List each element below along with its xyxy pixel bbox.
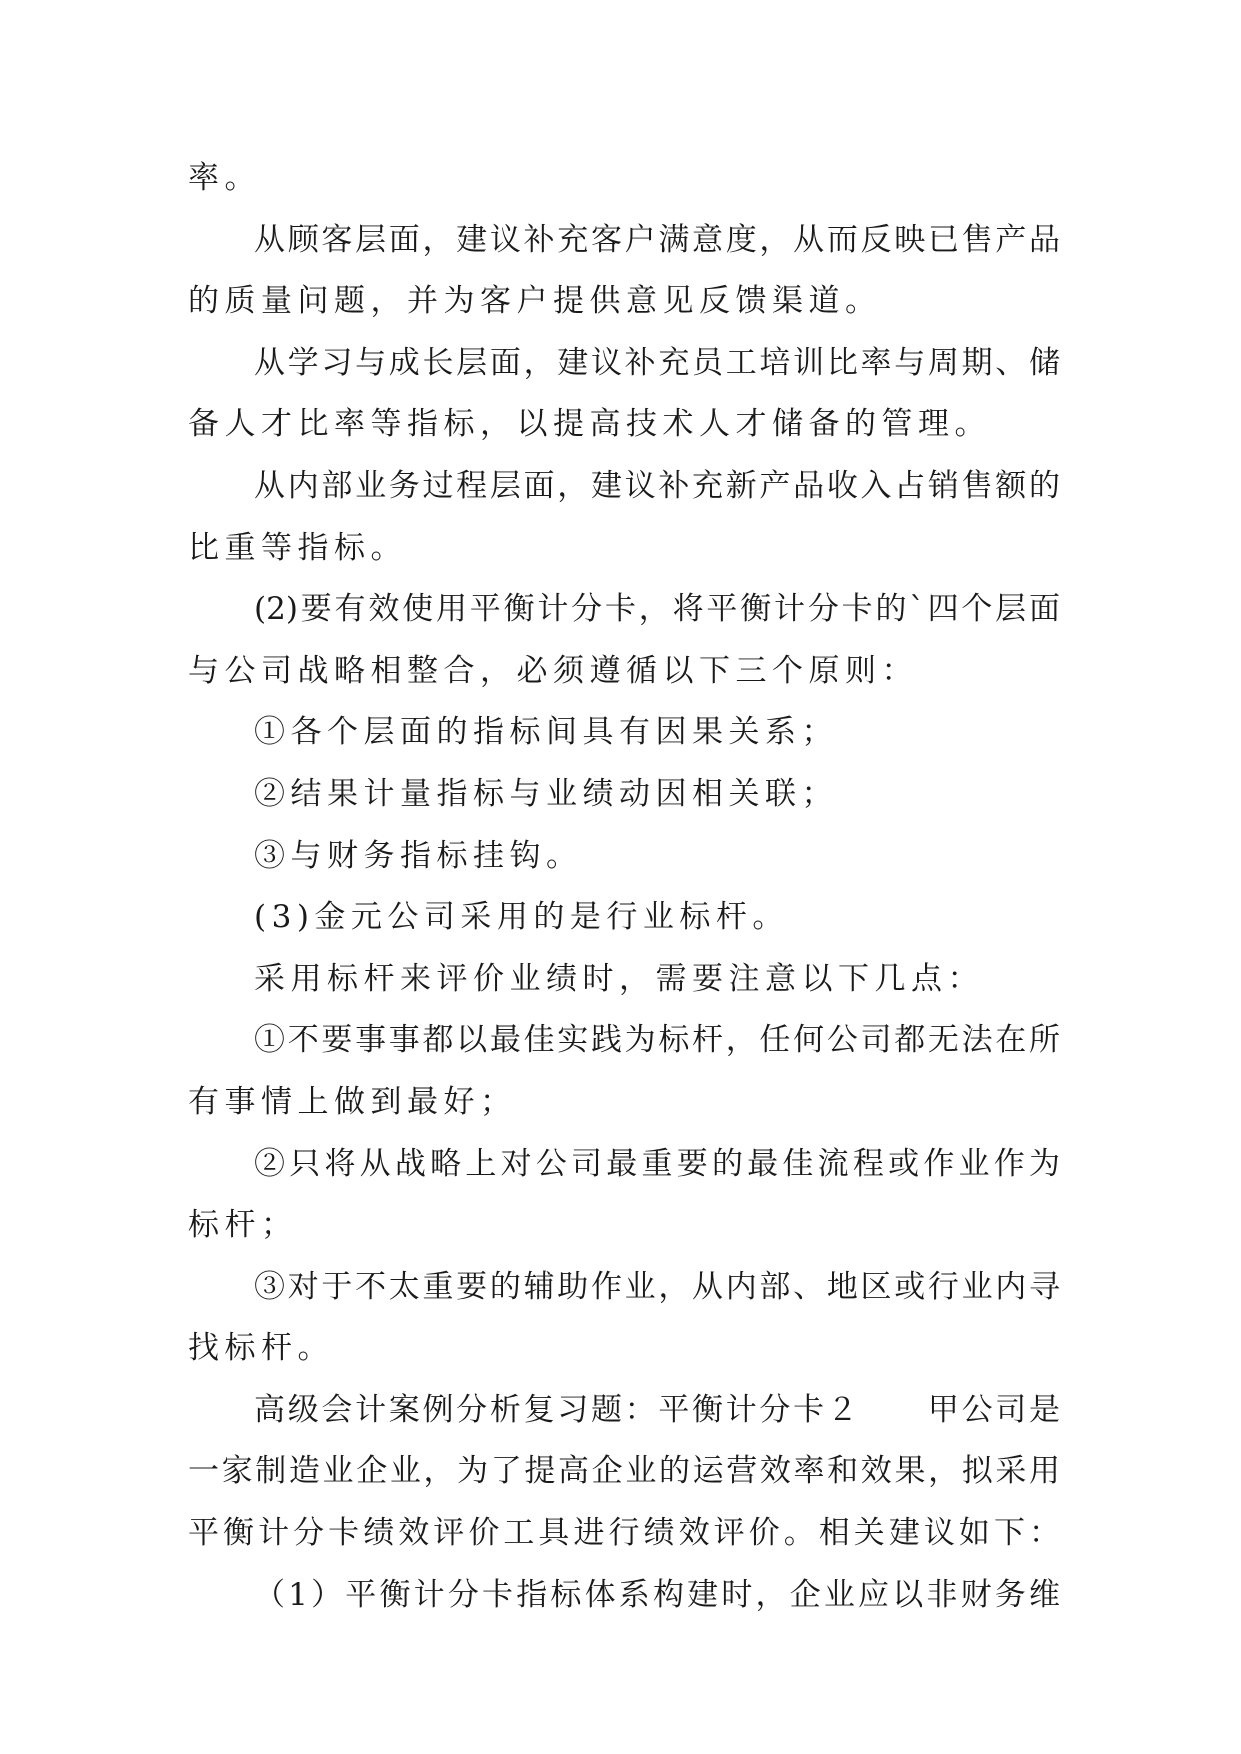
text-line: 的质量问题，并为客户提供意见反馈渠道。 [188, 283, 882, 320]
text-line: 与公司战略相整合，必须遵循以下三个原则： [188, 652, 918, 689]
text-line: 标杆； [188, 1207, 298, 1244]
text-line: 从顾客层面，建议补充客户满意度，从而反映已售产品 [254, 221, 1060, 258]
text-line: 率。 [188, 160, 261, 196]
text-line: 比重等指标。 [188, 529, 407, 566]
text-line: 从内部业务过程层面，建议补充新产品收入占销售额的 [254, 467, 1060, 504]
text-line: 有事情上做到最好； [188, 1083, 517, 1120]
text-line: 从学习与成长层面，建议补充员工培训比率与周期、储 [254, 344, 1060, 381]
text-line: 找标杆。 [188, 1330, 334, 1367]
text-line: (2)要有效使用平衡计分卡，将平衡计分卡的`四个层面 [254, 591, 1060, 628]
text-line: 一家制造业企业，为了提高企业的运营效率和效果，拟采用 [188, 1453, 1060, 1490]
text-line: 采用标杆来评价业绩时，需要注意以下几点： [254, 960, 984, 997]
text-line: ②只将从战略上对公司最重要的最佳流程或作业作为 [254, 1145, 1060, 1182]
text-line: (3)金元公司采用的是行业标杆。 [254, 899, 789, 936]
text-line: 平衡计分卡绩效评价工具进行绩效评价。相关建议如下： [188, 1515, 1060, 1552]
text-line: ①各个层面的指标间具有因果关系； [254, 714, 838, 751]
text-line: ②结果计量指标与业绩动因相关联； [254, 775, 838, 812]
text-line: ③对于不太重要的辅助作业，从内部、地区或行业内寻 [254, 1268, 1060, 1305]
text-line: 备人才比率等指标，以提高技术人才储备的管理。 [188, 406, 991, 443]
text-line: ③与财务指标挂钩。 [254, 837, 583, 874]
text-line: （1）平衡计分卡指标体系构建时，企业应以非财务维 [254, 1576, 1060, 1613]
text-line: ①不要事事都以最佳实践为标杆，任何公司都无法在所 [254, 1022, 1060, 1059]
text-line: 高级会计案例分析复习题：平衡计分卡２ 甲公司是 [254, 1391, 1060, 1428]
document-page [188, 148, 1060, 1626]
